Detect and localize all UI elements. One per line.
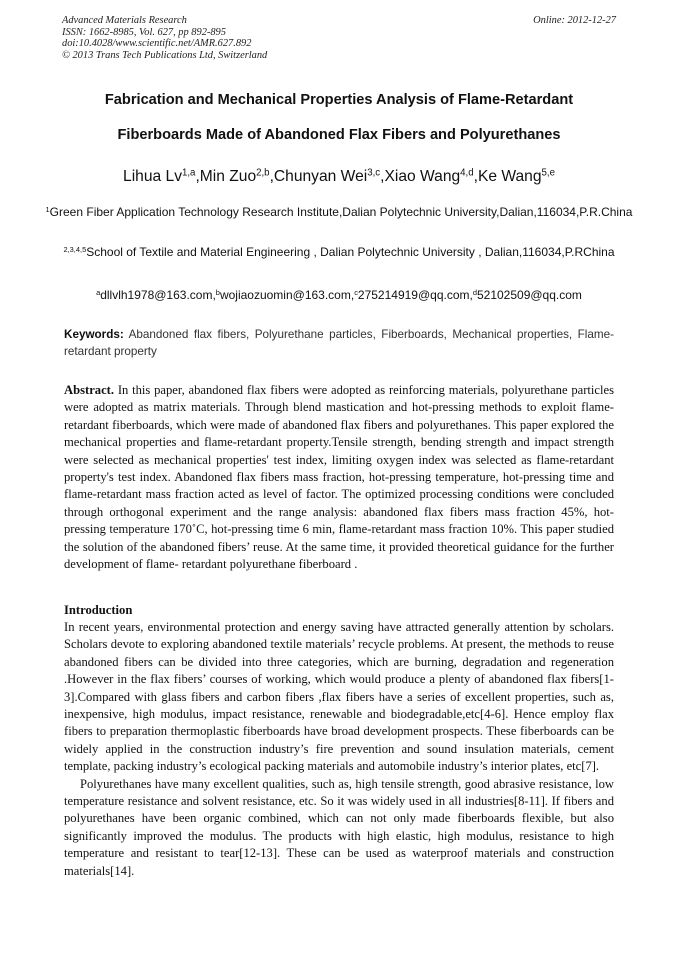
- affiliation-2: $^{2,3,4,5}$School of Textile and Material Engineering , Dalian Polytechnic University , Dalian,116034,P.RChina: [63, 244, 615, 259]
- journal-name: Advanced Materials Research: [62, 15, 187, 26]
- issn-line: ISSN: 1662-8985, Vol. 627, pp 892-895: [62, 26, 226, 38]
- author: Ke Wang$^{5,e}$: [477, 167, 555, 185]
- keywords: [64, 326, 614, 360]
- journal-info: [62, 15, 482, 61]
- title-line-2: Fiberboards Made of Abandoned Flax Fibers and Polyurethanes: [117, 127, 561, 143]
- paper-title: [40, 90, 638, 160]
- affiliation-1: $^1$Green Fiber Application Technology Research Institute,Dalian Polytechnic University,Dalian,116034,P.R.China: [45, 204, 633, 219]
- online-date: Online: 2012-12-27: [533, 15, 616, 26]
- introduction-heading: Introduction: [64, 603, 133, 617]
- email-address: wojiaozuomin@163.com,: [219, 288, 355, 302]
- author: Lihua Lv$^{1,a}$,: [123, 167, 200, 185]
- paragraph: Polyurethanes have many excellent qualities, such as, high tensile strength, good abrasive resistance, low temperature resistance and solvent resistance, etc. So it was widely used in all industries[8-11]. If fibers and polyurethanes have been organic combined, which can not only made fiberboards flexible, but also significantly improved the modulus. The products with high elastic, high modulus, resistance to high temperature and resistant to tear[12-13]. These can be used as waterproof materials and construction materials[14].: [64, 776, 614, 878]
- doi-line: doi:10.4028/www.scientific.net/AMR.627.892: [62, 38, 252, 50]
- keywords-label: Keywords:: [64, 328, 124, 341]
- email-list: $^a$dllvlh1978@163.com,$^b$wojiaozuomin@163.com,$^c$275214919@qq.com,$^d$52102509@qq.com: [96, 287, 582, 302]
- title-line-1: Fabrication and Mechanical Properties Analysis of Flame-Retardant: [104, 92, 574, 108]
- email-address: dllvlh1978@163.com,: [100, 288, 216, 302]
- paragraph: In recent years, environmental protection and energy saving have attracted generally attention by scholars. Scholars devote to exploring abandoned textile materials’ recycle problems. At present, the methods to reuse abandoned fibers can be divided into three categories, which are burning, degradation and regeneration .However in the flax fibers’ courses of working, which would produce a plenty of abandoned flax fibers[1-3].Compared with glass fibers and carbon fibers ,flax fibers have a series of excellent properties, such as, inexpensive, high modulus, impact resistance, renewable and biodegradable,etc[4-6]. Hence employ flax fibers to preparation thermoplastic fiberboards have broad development prospects. These fiberboards can be widely applied in the construction industry’s fire prevention and sound insulation materials, cement template, packing industry’s ecological packing materials and automobile industry’s interior plates, etc[7].: [64, 620, 614, 774]
- author: Xiao Wang$^{4,d}$,: [384, 167, 478, 185]
- abstract-text: In this paper, abandoned flax fibers were adopted as reinforcing materials, polyurethane particles were adopted as matrix materials. Through blend mastication and hot-pressing methods to exploit flame-retardant fiberboards, which were made of abandoned flax fibers and polyurethanes. This paper explored the mechanical properties and flame-retardant property.Tensile strength, bending strength and impact strength were selected as mechanical properties' test index, limiting oxygen index was selected as flame-retardant property's test index. Abandoned flax fibers mass fraction, hot-pressing temperature, hot-pressing time and flame-retardant mass fraction acted as level of factor. The optimized processing conditions were concluded through orthogonal experiment and the range analysis: abandoned flax fibers mass fraction 45%, hot-pressing temperature 170˚C, hot-pressing time 6 min, flame-retardant mass fraction 10%. This paper studied the solution of the abandoned fibers’ reuse. At the same time, it provided theoretical guidance for the further development of flame- retardant polyurethane fiberboard .: [64, 383, 615, 572]
- author: Min Zuo$^{2,b}$,: [199, 167, 274, 185]
- author-list: [40, 167, 638, 187]
- author: Chunyan Wei$^{3,c}$,: [273, 167, 385, 185]
- copyright-line: © 2013 Trans Tech Publications Ltd, Switzerland: [62, 49, 268, 61]
- abstract-label: Abstract.: [64, 383, 115, 397]
- email-address: 52102509@qq.com: [476, 288, 582, 302]
- abstract: [64, 382, 614, 573]
- keywords-text: Abandoned flax fibers, Polyurethane particles, Fiberboards, Mechanical properties, Flame- retardant property: [64, 328, 614, 358]
- introduction-body: [64, 619, 614, 880]
- email-address: 275214919@qq.com,: [357, 288, 473, 302]
